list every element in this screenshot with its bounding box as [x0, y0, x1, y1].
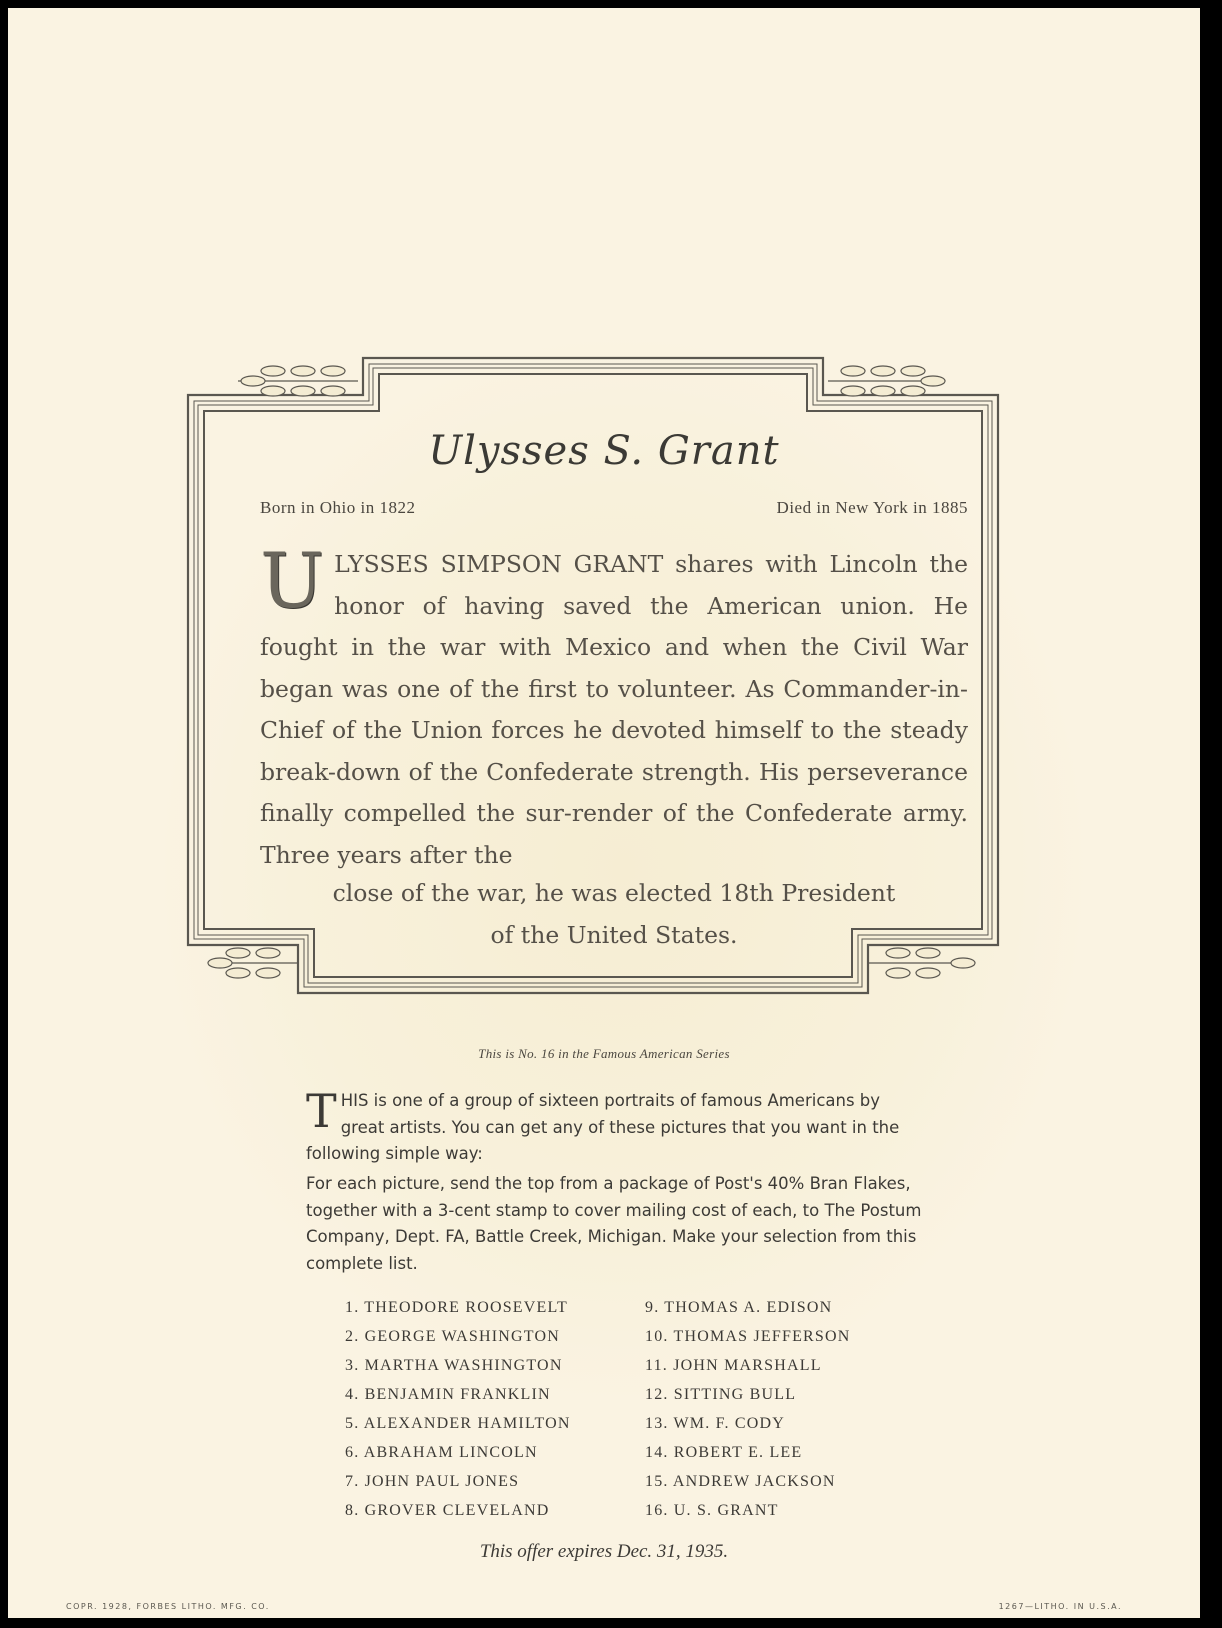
list-item: 11. JOHN MARSHALL: [645, 1357, 822, 1374]
list-item: 16. U. S. GRANT: [645, 1502, 779, 1519]
biography-text: [260, 536, 968, 876]
list-item: 3. MARTHA WASHINGTON: [345, 1357, 563, 1374]
biography-paragraph: LYSSES SIMPSON GRANT shares with Lincoln the honor of having saved the American union. He fought in the war with Mexico and when the Civil War began was one of the first to volunteer. As Commander-in-Chief of the Union forces he devoted himself to the steady break-down of the Confederate strength. His perseverance finally compelled the sur-render of the Confederate army. Three years after the: [260, 550, 968, 869]
biography-closing-line-1: close of the war, he was elected 18th President: [332, 879, 896, 907]
list-item: 15. ANDREW JACKSON: [645, 1473, 836, 1490]
death-info: Died in New York in 1885: [776, 498, 968, 517]
biography-closing: [260, 873, 968, 956]
laurel-top-right-icon: [828, 366, 945, 396]
list-item: 6. ABRAHAM LINCOLN: [345, 1444, 538, 1461]
list-item: 13. WM. F. CODY: [645, 1415, 785, 1432]
copyright-footer: COPR. 1928, FORBES LITHO. MFG. CO.: [66, 1602, 270, 1611]
offer-expiry: This offer expires Dec. 31, 1935.: [479, 1541, 729, 1562]
list-item: 4. BENJAMIN FRANKLIN: [345, 1386, 551, 1403]
list-item: 7. JOHN PAUL JONES: [345, 1473, 520, 1490]
list-item: 9. THOMAS A. EDISON: [645, 1299, 833, 1316]
portrait-title: Ulysses S. Grant: [428, 428, 780, 474]
birth-info: Born in Ohio in 1822: [260, 498, 416, 517]
litho-footer: 1267—LITHO. IN U.S.A.: [998, 1602, 1122, 1611]
laurel-top-left-icon: [238, 366, 358, 396]
list-item: 1. THEODORE ROOSEVELT: [345, 1299, 568, 1316]
portrait-list-right: [645, 1293, 851, 1525]
list-item: 5. ALEXANDER HAMILTON: [345, 1415, 571, 1432]
list-item: 8. GROVER CLEVELAND: [345, 1502, 550, 1519]
page: [8, 8, 1200, 1618]
list-item: 14. ROBERT E. LEE: [645, 1444, 803, 1461]
offer-intro: [306, 1084, 926, 1168]
list-item: 10. THOMAS JEFFERSON: [645, 1328, 851, 1345]
portrait-list-left: [345, 1293, 571, 1525]
offer-intro-text: HIS is one of a group of sixteen portraits of famous Americans by great artists. You can get any of these pictures that you want in the following simple way:: [306, 1091, 900, 1163]
offer-instructions: For each picture, send the top from a package of Post's 40% Bran Flakes, together with a 3-cent stamp to cover mailing cost of each, to The Postum Company, Dept. FA, Battle Creek, Michigan. Make your selection from this complete list.: [306, 1174, 922, 1273]
list-item: 2. GEORGE WASHINGTON: [345, 1328, 560, 1345]
list-item: 12. SITTING BULL: [645, 1386, 797, 1403]
offer-dropcap: T: [306, 1084, 337, 1138]
biography-closing-line-2: of the United States.: [490, 920, 738, 949]
series-note: This is No. 16 in the Famous American Series: [478, 1046, 730, 1061]
biography-dropcap: U: [260, 536, 325, 625]
